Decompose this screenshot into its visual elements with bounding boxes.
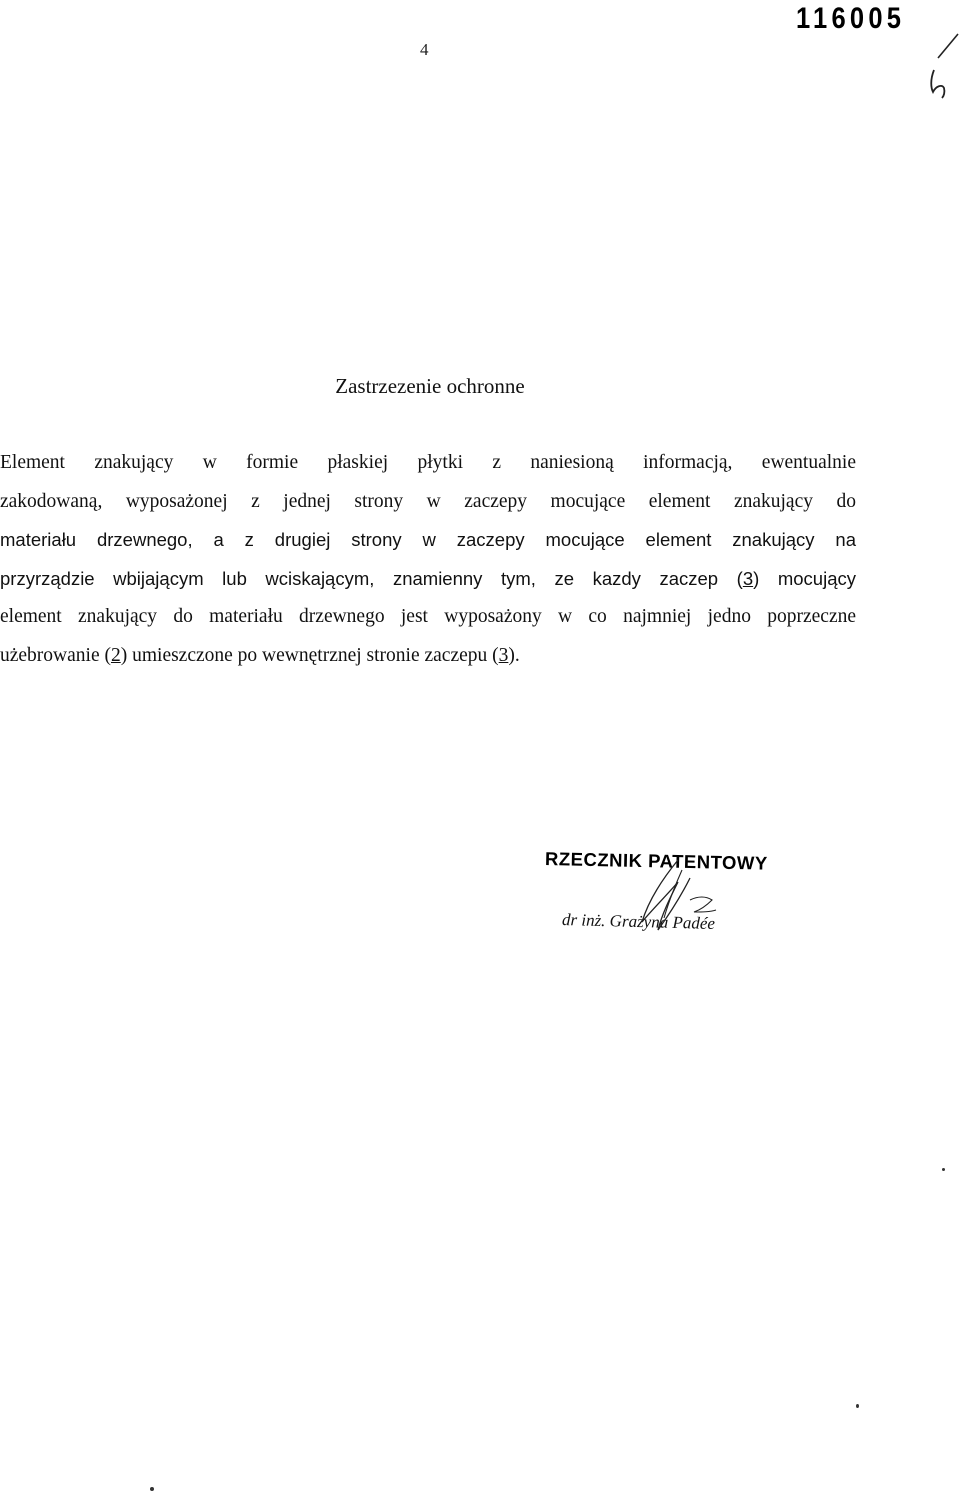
stamp-title: RZECZNIK PATENTOWY xyxy=(544,848,768,874)
speck xyxy=(856,1404,859,1408)
claim-fragment: ) mocujący xyxy=(753,567,856,589)
claim-line: materiału drzewnego, a z drugiej strony w zaczepy mocujące element znakujący na xyxy=(0,529,856,551)
claim-line xyxy=(0,560,856,599)
page-number: 4 xyxy=(420,40,429,59)
claim-line: element znakujący do materiału drzewnego jest wyposażony w co najmniej jedno poprzeczne xyxy=(0,606,856,628)
reference-numeral: 3 xyxy=(498,644,509,666)
claim-line: zakodowaną, wyposażonej z jednej strony w zaczepy mocujące element znakujący do xyxy=(0,490,856,512)
speck xyxy=(942,1168,945,1171)
claim-fragment: ) umieszczone po wewnętrznej stronie zaczepu ( xyxy=(120,644,499,666)
stamp-name: dr inż. Grażyna Padée xyxy=(561,910,716,934)
claim-fragment: ). xyxy=(508,644,520,666)
claim-line xyxy=(0,637,856,676)
claim-fragment: użebrowanie ( xyxy=(0,644,111,666)
handwritten-mark-icon xyxy=(920,30,960,100)
speck xyxy=(150,1487,154,1491)
claim-line: Element znakujący w formie płaskiej płytki z naniesioną informacją, ewentualnie xyxy=(0,452,856,473)
claim-fragment: przyrządzie wbijającym lub wciskającym, znamienny tym, ze kazdy zaczep ( xyxy=(0,567,743,589)
section-title: Zastrzezenie ochronne xyxy=(335,374,525,398)
signature-icon xyxy=(620,852,720,942)
claim-text xyxy=(0,444,856,676)
reference-numeral: 3 xyxy=(742,567,754,589)
reference-numeral: 2 xyxy=(110,644,121,666)
document-number: 116005 xyxy=(796,2,906,35)
